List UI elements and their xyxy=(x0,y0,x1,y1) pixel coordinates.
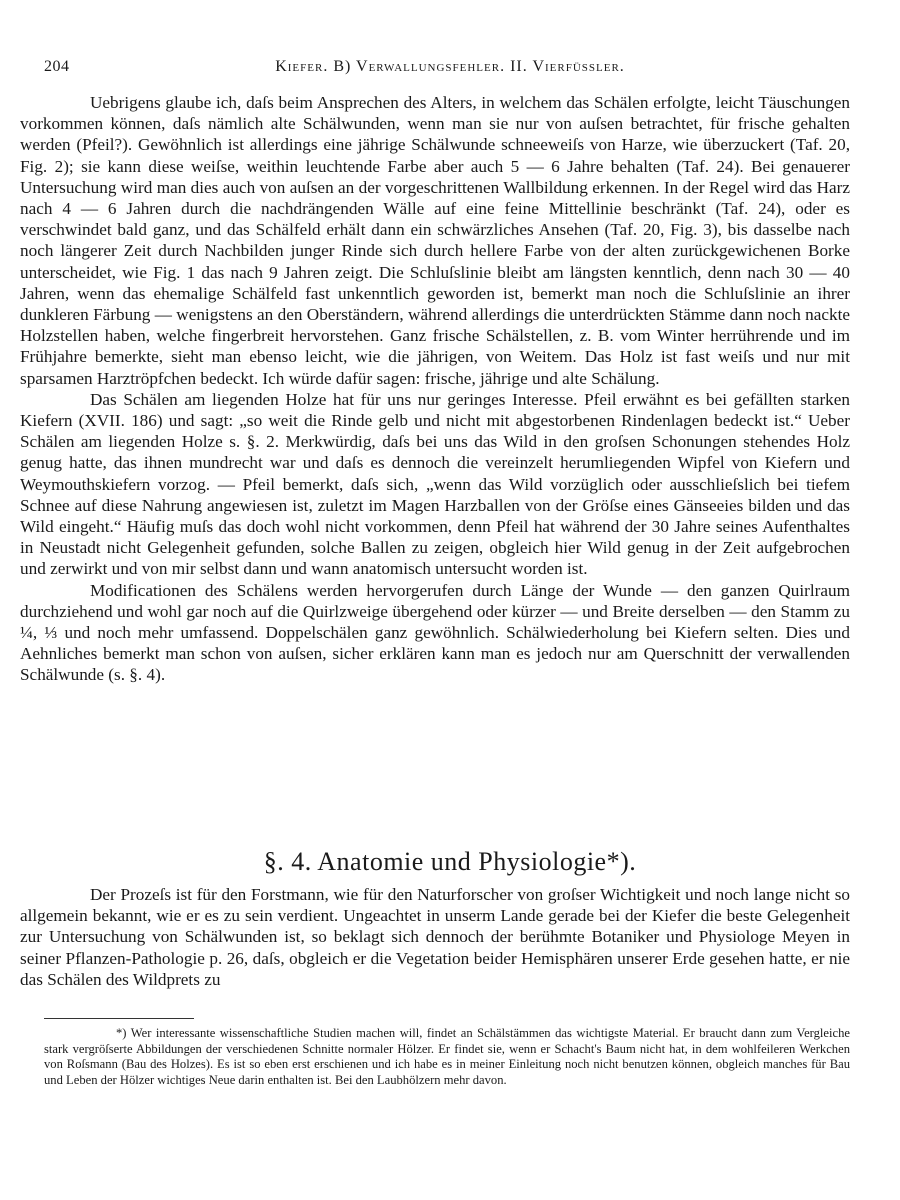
running-head: Kiefer. B) Verwallungsfehler. II. Vierfüssler. xyxy=(275,58,625,75)
page-number: 204 xyxy=(44,58,70,75)
paragraph-dating-wounds: Uebrigens glaube ich, daſs beim Ansprechen des Alters, in welchem das Schälen erfolgte, leicht Täuschungen vorkommen können, daſs nämlich alte Schälwunden, wenn man sie nur von auſsen betrachtet, für frische gehalten werden (Pfeil?). Gewöhnlich ist allerdings eine jährige Schälwunde schneeweiſs von Harze, wie überzuckert (Taf. 20, Fig. 2); sie kann diese weiſse, weithin leuchtende Farbe aber auch 5 — 6 Jahre behalten (Taf. 24). Bei genauerer Untersuchung wird man dies auch von auſsen an der vorgeschrittenen Wallbildung erkennen. In der Regel wird das Harz nach 4 — 6 Jahren durch die nachdrängenden Wälle auf eine feine Mittellinie beschränkt (Taf. 24), oder es verschwindet bald ganz, und das Schälfeld erhält dann ein schwärzliches Ansehen (Taf. 20, Fig. 3), bis dasselbe nach noch längerer Zeit durch Nachbilden junger Rinde sich durch hellere Farbe von der alten zurückgewichenen Borke unterscheidet, wie Fig. 1 das nach 9 Jahren zeigt. Die Schluſslinie bleibt am längsten kenntlich, denn nach 30 — 40 Jahren, wenn das ehemalige Schälfeld fast unkenntlich geworden ist, bemerkt man noch die Schluſslinie an ihrer dunkleren Färbung — wenigstens an den Oberständern, während allerdings die unterdrückten Stämme dann noch nackte Holzstellen haben, welche fingerbreit hervorstehen. Ganz frische Schälstellen, z. B. vom Winter herrührende und im Frühjahre bemerkte, sieht man ebenso leicht, wie die jährigen, von Weitem. Das Holz ist fast weiſs und nur mit sparsamen Harztröpfchen bedeckt. Ich würde dafür sagen: frische, jährige und alte Schälung. xyxy=(20,93,850,388)
footnote-rule xyxy=(44,1018,194,1019)
section-heading: §. 4. Anatomie und Physiologie*). xyxy=(263,847,637,876)
body-text xyxy=(20,92,850,686)
section-paragraph: Der Prozeſs ist für den Forstmann, wie für den Naturforscher von groſser Wichtigkeit und noch lange nicht so allgemein bekannt, wie er es zu sein verdient. Ungeachtet in unserm Lande gerade bei der Kiefer die beste Gelegenheit zur Untersuchung von Schälwunden ist, so beklagt sich dennoch der berühmte Botaniker und Physiologe Meyen in seiner Pflanzen-Pathologie p. 26, daſs, obgleich er die Vegetation beider Hemisphären unserer Erde gesehen hatte, er nie das Schälen des Wildprets zu xyxy=(20,885,850,989)
page-header xyxy=(44,58,856,82)
footnote-text: *) Wer interessante wissenschaftliche Studien machen will, findet an Schälstämmen das wichtigste Material. Er braucht dann zum Vergleiche stark vergröſserte Abbildungen der verschiedenen Schnitte normaler Hölzer. Er findet sie, wenn er Schacht's Baum nicht hat, in dem wohlfeileren Werkchen von Roſsmann (Bau des Holzes). Es ist so eben erst erschienen und ich habe es in meiner Einleitung noch nicht benutzen können, obgleich manches für Bau und Leben der Hölzer wichtiges Neue darin enthalten ist. Bei den Laubhölzern mehr davon. xyxy=(44,1026,850,1087)
paragraph-modifications: Modificationen des Schälens werden hervorgerufen durch Länge der Wunde — den ganzen Quirlraum durchziehend und wohl gar noch auf die Quirlzweige übergehend oder kürzer — und Breite derselben — den Stamm zu ¼, ⅓ und noch mehr umfassend. Doppelschälen ganz gewöhnlich. Schälwiederholung bei Kiefern selten. Dies und Aehnliches bemerkt man schon von auſsen, sicher erklären kann man es jedoch nur am Querschnitt der verwallenden Schälwunde (s. §. 4). xyxy=(20,580,850,685)
section-body xyxy=(20,884,850,990)
footnote xyxy=(44,1026,850,1088)
paragraph-lying-wood: Das Schälen am liegenden Holze hat für uns nur geringes Interesse. Pfeil erwähnt es bei gefällten starken Kiefern (XVII. 186) und sagt: „so weit die Rinde gelb und nicht mit abgestorbenen Rindenlagen bedeckt ist.“ Ueber Schälen am liegenden Holze s. §. 2. Merkwürdig, daſs bei uns das Wild in den groſsen Schonungen stehendes Holz genug hatte, das ihnen mundrecht war und daſs es dennoch die vereinzelt herumliegenden Wipfel von Kiefern und Weymouthskiefern vorzog. — Pfeil bemerkt, daſs sich, „wenn das Wild vorzüglich oder ausschlieſslich bei tiefem Schnee auf diese Nahrung angewiesen ist, zuletzt im Magen Harzballen von der Gröſse eines Gänseeies bilden und das Wild eingeht.“ Häufig muſs das doch wohl nicht vorkommen, denn Pfeil hat während der 30 Jahre seines Aufenthaltes in Neustadt nicht Gelegenheit gefunden, solche Ballen zu zeigen, obgleich hier Wild genug in der Zeit aufgebrochen und zerwirkt und von mir selbst dann und wann anatomisch untersucht worden ist. xyxy=(20,389,850,579)
